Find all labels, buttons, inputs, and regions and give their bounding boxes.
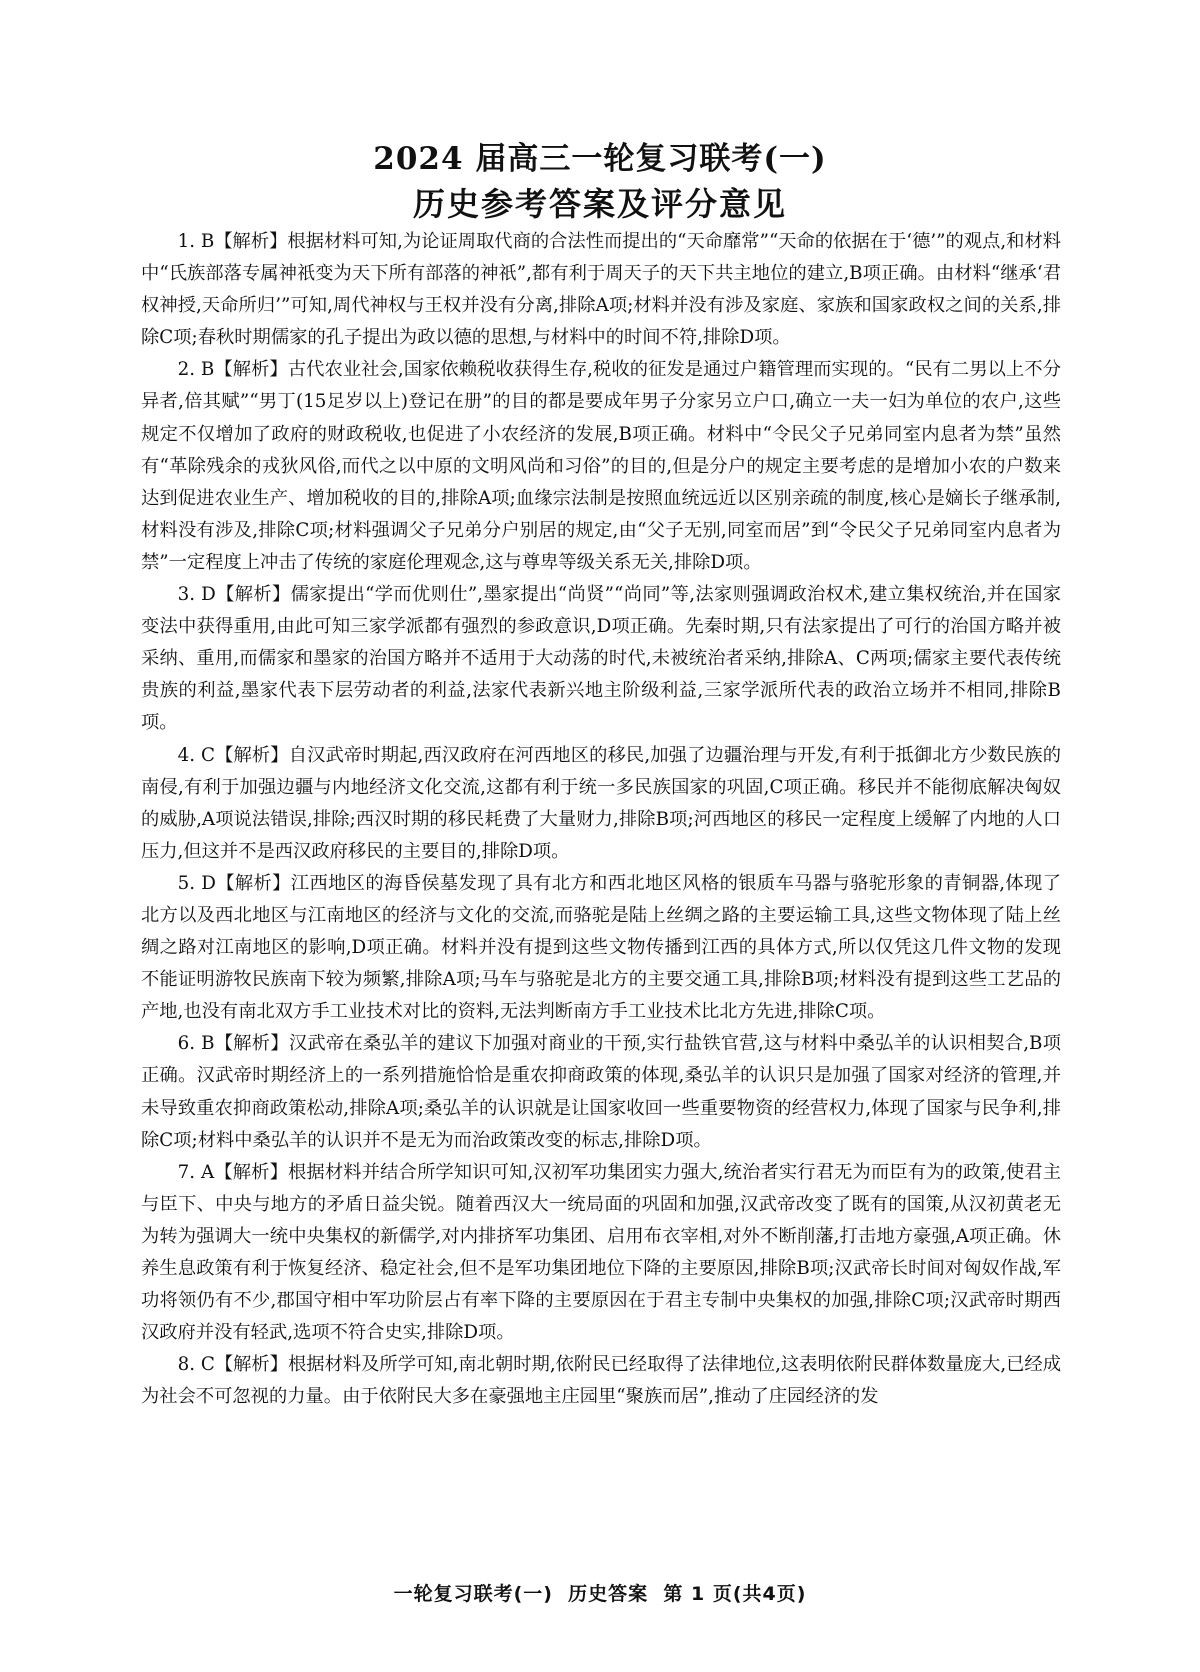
page-footer: 一轮复习联考(一) 历史答案 第 1 页(共4页) [393, 1583, 807, 1605]
page-subtitle: 历史参考答案及评分意见 [412, 185, 787, 223]
page-title: 2024 届高三一轮复习联考(一) [373, 141, 827, 177]
title-block [0, 140, 1200, 226]
answer-content [141, 226, 1061, 1413]
answer-item-8: 8. C【解析】根据材料及所学可知,南北朝时期,依附民已经取得了法律地位,这表明依附民群体数量庞大,已经成为社会不可忽视的力量。由于依附民大多在豪强地主庄园里“聚族而居”,推动了庄园经济的发 [141, 1354, 1061, 1408]
answer-item-6: 6. B【解析】汉武帝在桑弘羊的建议下加强对商业的干预,实行盐铁官营,这与材料中桑弘羊的认识相契合,B项正确。汉武帝时期经济上的一系列措施恰恰是重农抑商政策的体现,桑弘羊的认识只是加强了国家对经济的管理,并未导致重农抑商政策松动,排除A项;桑弘羊的认识就是让国家收回一些重要物资的经营权力,体现了国家与民争利,排除C项;材料中桑弘羊的认识并不是无为而治政策改变的标志,排除D项。 [141, 1033, 1061, 1151]
answer-item-2: 2. B【解析】古代农业社会,国家依赖税收获得生存,税收的征发是通过户籍管理而实现的。“民有二男以上不分异者,倍其赋”“男丁(15足岁以上)登记在册”的目的都是要成年男子分家另立户口,确立一夫一妇为单位的农户,这些规定不仅增加了政府的财政税收,也促进了小农经济的发展,B项正确。材料中“令民父子兄弟同室内息者为禁”虽然有“革除残余的戎狄风俗,而代之以中原的文明风尚和习俗”的目的,但是分户的规定主要考虑的是增加小农的户数来达到促进农业生产、增加税收的目的,排除A项;血缘宗法制是按照血统远近以区别亲疏的制度,核心是嫡长子继承制,材料没有涉及,排除C项;材料强调父子兄弟分户别居的规定,由“父子无别,同室而居”到“令民父子兄弟同室内息者为禁”一定程度上冲击了传统的家庭伦理观念,这与尊卑等级关系无关,排除D项。 [141, 359, 1062, 573]
answer-item-5: 5. D【解析】江西地区的海昏侯墓发现了具有北方和西北地区风格的银质车马器与骆驼形象的青铜器,体现了北方以及西北地区与江南地区的经济与文化的交流,而骆驼是陆上丝绸之路的主要运输工具,这些文物体现了陆上丝绸之路对江南地区的影响,D项正确。材料并没有提到这些文物传播到江西的具体方式,所以仅凭这几件文物的发现不能证明游牧民族南下较为频繁,排除A项;马车与骆驼是北方的主要交通工具,排除B项;材料没有提到这些工艺品的产地,也没有南北双方手工业技术对比的资料,无法判断南方手工业技术比北方先进,排除C项。 [141, 872, 1061, 1023]
answer-item-3: 3. D【解析】儒家提出“学而优则仕”,墨家提出“尚贤”“尚同”等,法家则强调政治权术,建立集权统治,并在国家变法中获得重用,由此可知三家学派都有强烈的参政意识,D项正确。先秦时期,只有法家提出了可行的治国方略并被采纳、重用,而儒家和墨家的治国方略并不适用于大动荡的时代,未被统治者采纳,排除A、C两项;儒家主要代表传统贵族的利益,墨家代表下层劳动者的利益,法家代表新兴地主阶级利益,三家学派所代表的政治立场并不相同,排除B项。 [141, 584, 1061, 734]
answer-item-4: 4. C【解析】自汉武帝时期起,西汉政府在河西地区的移民,加强了边疆治理与开发,有利于抵御北方少数民族的南侵,有利于加强边疆与内地经济文化交流,这都有利于统一多民族国家的巩固,C项正确。移民并不能彻底解决匈奴的威胁,A项说法错误,排除;西汉时期的移民耗费了大量财力,排除B项;河西地区的移民一定程度上缓解了内地的人口压力,但这并不是西汉政府移民的主要目的,排除D项。 [141, 744, 1061, 862]
answer-item-7: 7. A【解析】根据材料并结合所学知识可知,汉初军功集团实力强大,统治者实行君无为而臣有为的政策,使君主与臣下、中央与地方的矛盾日益尖锐。随着西汉大一统局面的巩固和加强,汉武帝改变了既有的国策,从汉初黄老无为转为强调大一统中央集权的新儒学,对内排挤军功集团、启用布衣宰相,对外不断削藩,打击地方豪强,A项正确。休养生息政策有利于恢复经济、稳定社会,但不是军功集团地位下降的主要原因,排除B项;汉武帝长时间对匈奴作战,军功将领仍有不少,郡国守相中军功阶层占有率下降的主要原因在于君主专制中央集权的加强,排除C项;汉武帝时期西汉政府并没有轻武,选项不符合史实,排除D项。 [141, 1161, 1061, 1344]
answer-item-1: 1. B【解析】根据材料可知,为论证周取代商的合法性而提出的“天命靡常”“天命的依据在于‘德’”的观点,和材料中“氏族部落专属神祇变为天下所有部落的神祇”,都有利于周天子的天下共主地位的建立,B项正确。由材料“继承‘君权神授,天命所归’”可知,周代神权与王权并没有分离,排除A项;材料并没有涉及家庭、家族和国家政权之间的关系,排除C项;春秋时期儒家的孔子提出为政以德的思想,与材料中的时间不符,排除D项。 [141, 231, 1062, 349]
